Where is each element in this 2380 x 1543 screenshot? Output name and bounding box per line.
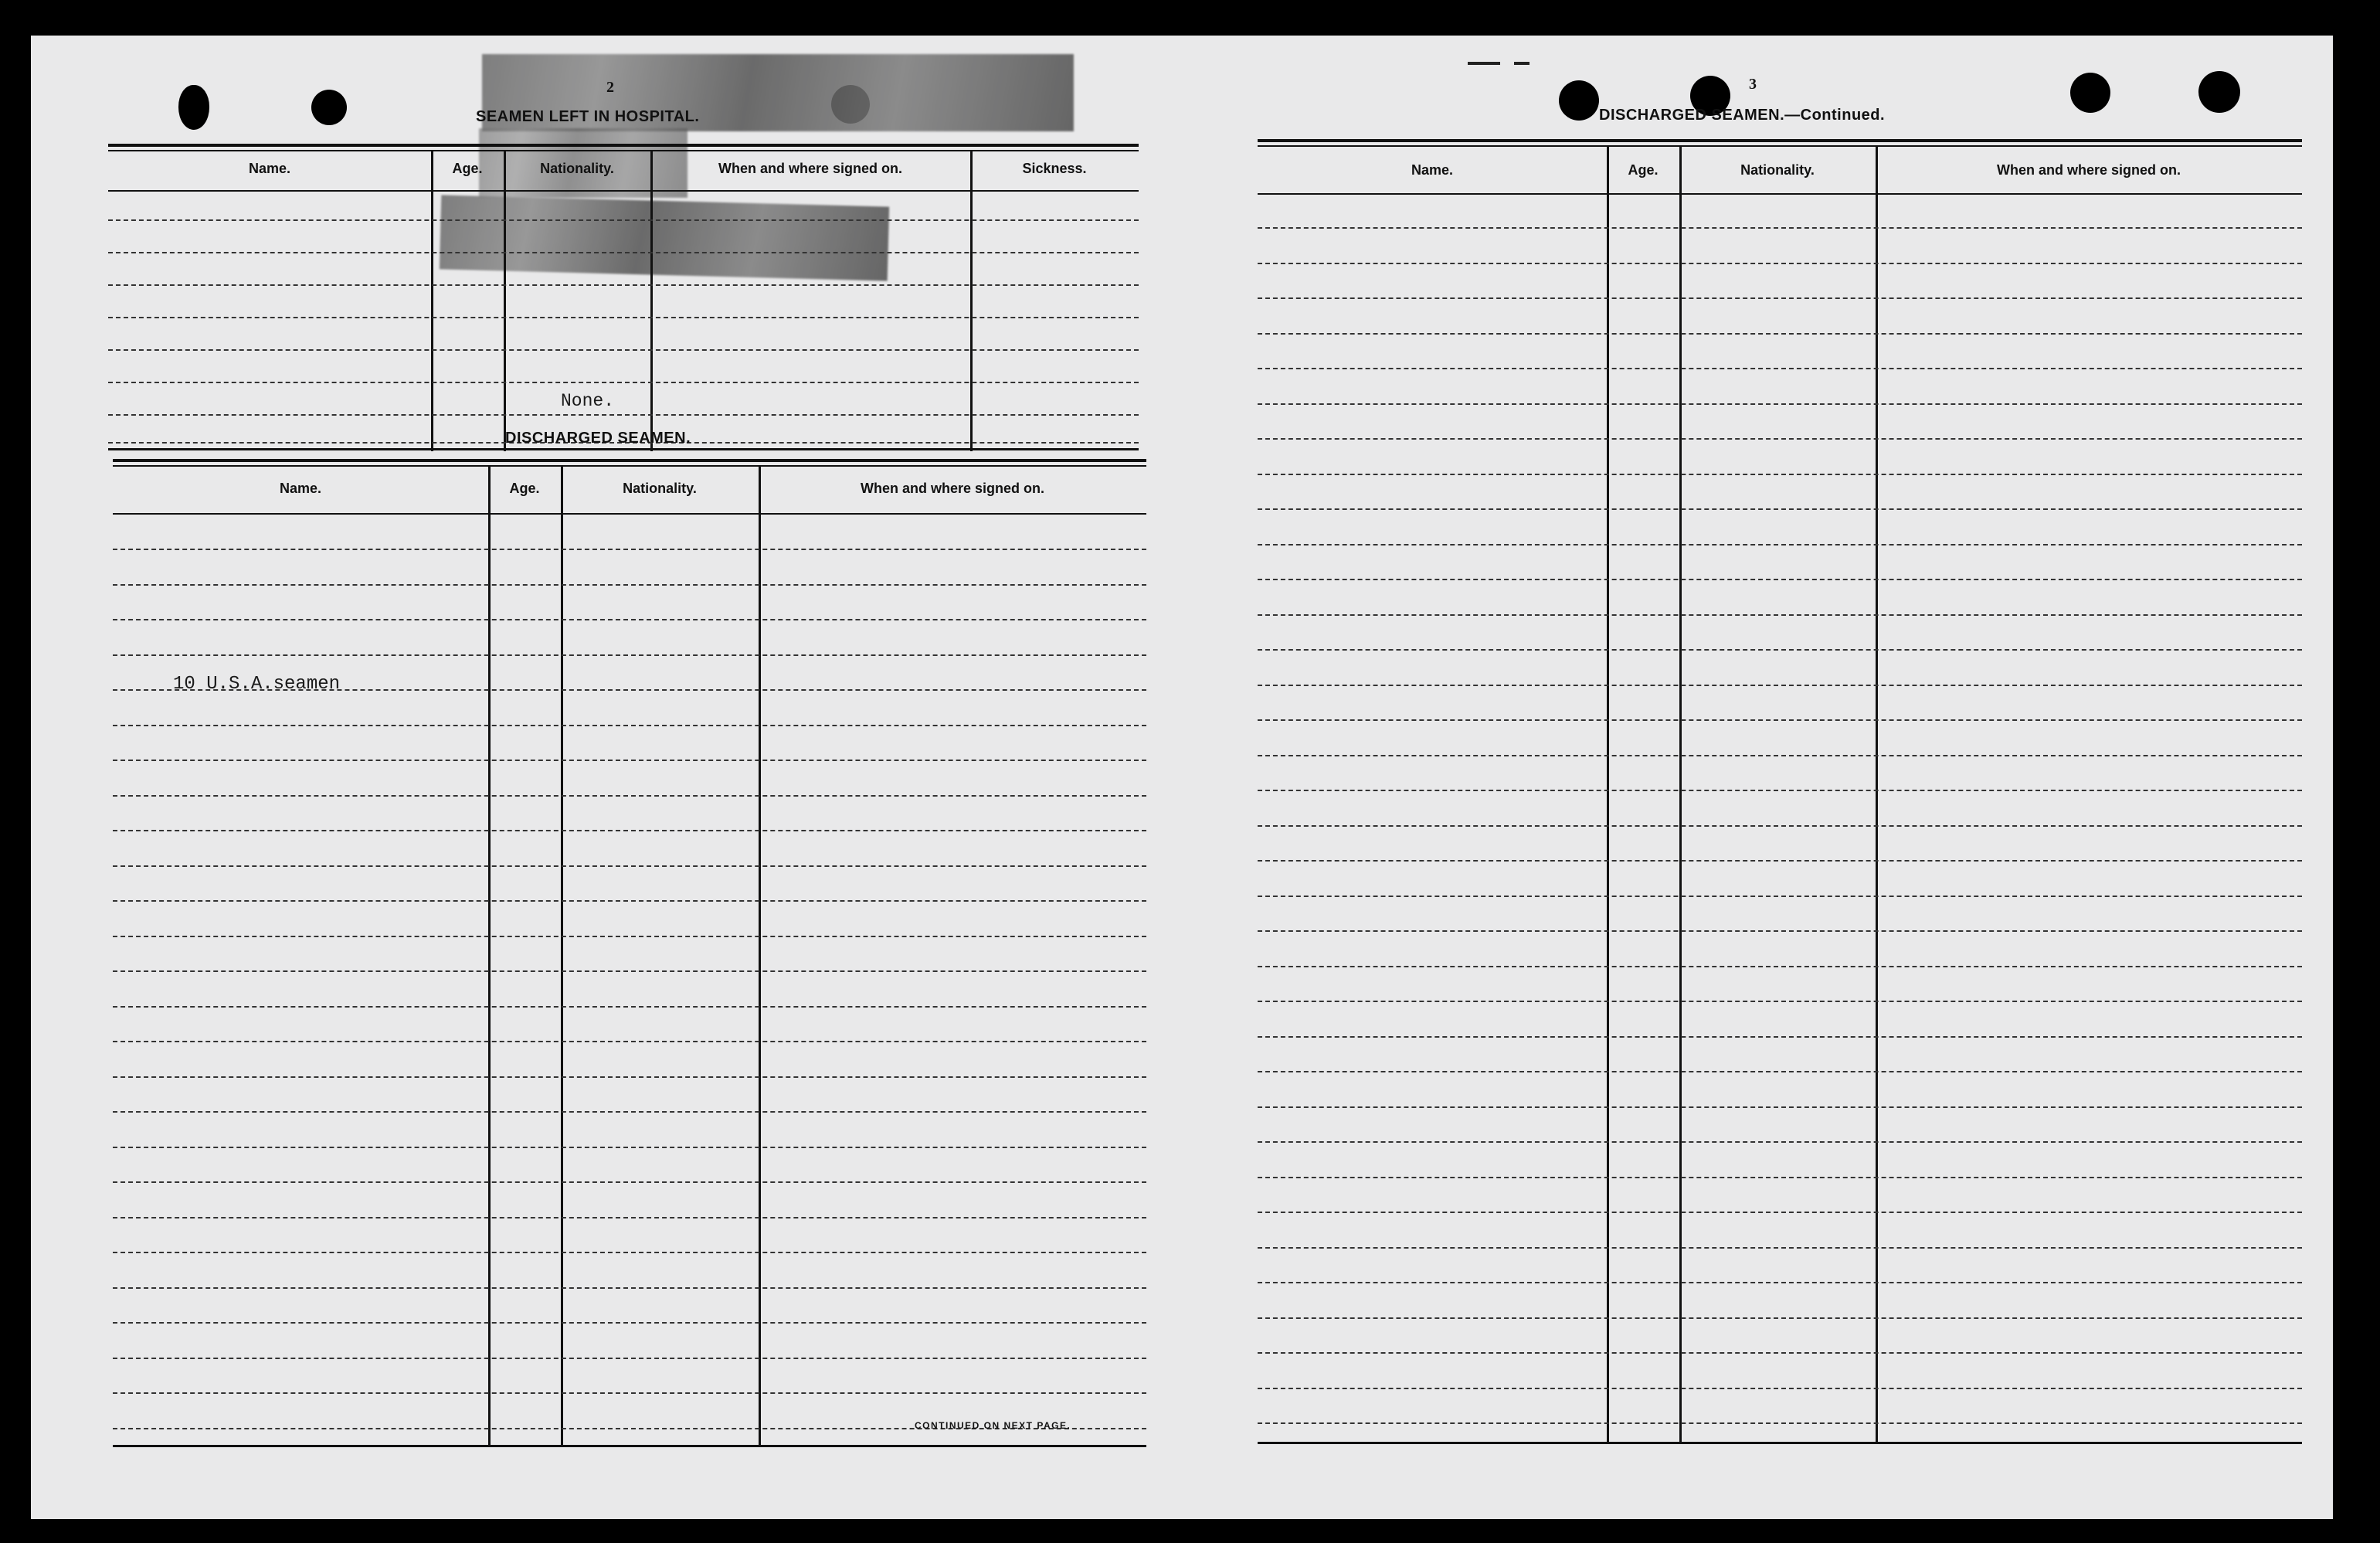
stray-mark [1514, 62, 1530, 65]
ruled-line [1258, 1212, 2302, 1213]
ruled-line [113, 1217, 1146, 1218]
ruled-line [1258, 1141, 2302, 1143]
ruled-line [113, 654, 1146, 656]
column-header-age: Age. [509, 481, 540, 496]
ruled-line [1258, 1071, 2302, 1072]
ruled-line [1258, 1001, 2302, 1002]
ruled-line [1258, 368, 2302, 369]
ruled-line [113, 1252, 1146, 1253]
ruled-line [1258, 685, 2302, 686]
discharged-table-left [113, 459, 1146, 1453]
ruled-line [1258, 930, 2302, 932]
ruled-line [113, 1181, 1146, 1183]
ruled-line [1258, 790, 2302, 791]
column-header-nationality: Nationality. [1740, 162, 1815, 178]
ruled-line [113, 936, 1146, 937]
ruled-line [113, 1322, 1146, 1324]
ruled-line [113, 1147, 1146, 1148]
ruled-line [113, 760, 1146, 761]
ruled-line [113, 900, 1146, 902]
ruled-line [1258, 896, 2302, 897]
page-number: 2 [606, 79, 614, 96]
document-sheet [31, 36, 2333, 1519]
ruled-line [1258, 227, 2302, 229]
column-header-nationality: Nationality. [540, 161, 614, 176]
column-header-when-where: When and where signed on. [1996, 162, 2181, 178]
ruled-line [113, 1006, 1146, 1008]
ruled-line [1258, 755, 2302, 756]
ruled-line [113, 1111, 1146, 1113]
ruled-line [1258, 263, 2302, 264]
ruled-line [113, 830, 1146, 831]
discharged-entry: 10 U.S.A.seamen [173, 674, 341, 695]
punch-hole-icon [2070, 73, 2110, 113]
ruled-line [1258, 719, 2302, 721]
ruled-line [113, 584, 1146, 586]
ruled-line [113, 619, 1146, 620]
column-header-name: Name. [279, 481, 322, 496]
punch-hole-icon [311, 90, 347, 125]
discharged-table-right [1258, 139, 2302, 1448]
ruled-line [1258, 966, 2302, 967]
ruled-line [1258, 333, 2302, 335]
continued-footer: CONTINUED ON NEXT PAGE. [915, 1420, 1071, 1431]
column-header-when-where: When and where signed on. [860, 481, 1045, 496]
ruled-line [113, 1076, 1146, 1078]
ruled-line [113, 1287, 1146, 1289]
ruled-line [113, 795, 1146, 797]
ruled-line [1258, 1177, 2302, 1178]
ruled-line [113, 970, 1146, 972]
column-header-nationality: Nationality. [623, 481, 697, 496]
column-header-name: Name. [1411, 162, 1454, 178]
page-number: 3 [1749, 76, 1757, 93]
ruled-line [1258, 403, 2302, 405]
ruled-line [113, 725, 1146, 726]
ruled-line [1258, 474, 2302, 475]
punch-hole-icon [2198, 71, 2240, 113]
ruled-line [1258, 1282, 2302, 1283]
ruled-line [113, 1041, 1146, 1042]
ruled-line [1258, 544, 2302, 545]
discharged-section-title: DISCHARGED SEAMEN. [505, 430, 691, 447]
column-header-sickness: Sickness. [1022, 161, 1087, 176]
hospital-table [108, 144, 1139, 456]
ruled-line [1258, 1247, 2302, 1249]
ruled-line [113, 1358, 1146, 1359]
ruled-line [1258, 297, 2302, 299]
discharged-continued-title: DISCHARGED SEAMEN.—Continued. [1599, 107, 1886, 124]
column-header-name: Name. [248, 161, 291, 176]
ruled-line [113, 1392, 1146, 1394]
ruled-line [1258, 825, 2302, 827]
ruled-line [1258, 1388, 2302, 1389]
ruled-line [1258, 1106, 2302, 1108]
punch-hole-icon [178, 85, 209, 130]
ruled-line [1258, 1036, 2302, 1038]
ruled-line [1258, 614, 2302, 616]
ruled-line [1258, 508, 2302, 510]
hospital-section-title: SEAMEN LEFT IN HOSPITAL. [476, 108, 700, 125]
ruled-line [1258, 1352, 2302, 1354]
hospital-entry: None. [561, 391, 615, 411]
ruled-line [1258, 579, 2302, 580]
column-header-age: Age. [1628, 162, 1659, 178]
column-header-when-where: When and where signed on. [718, 161, 903, 176]
ruled-line [1258, 649, 2302, 651]
ruled-line [113, 865, 1146, 867]
column-header-age: Age. [452, 161, 483, 176]
stray-mark [1468, 62, 1500, 65]
ruled-line [113, 549, 1146, 550]
ruled-line [1258, 438, 2302, 440]
ruled-line [1258, 1422, 2302, 1424]
punch-hole-icon [1559, 80, 1599, 121]
ruled-line [1258, 860, 2302, 862]
ruled-line [1258, 1317, 2302, 1319]
